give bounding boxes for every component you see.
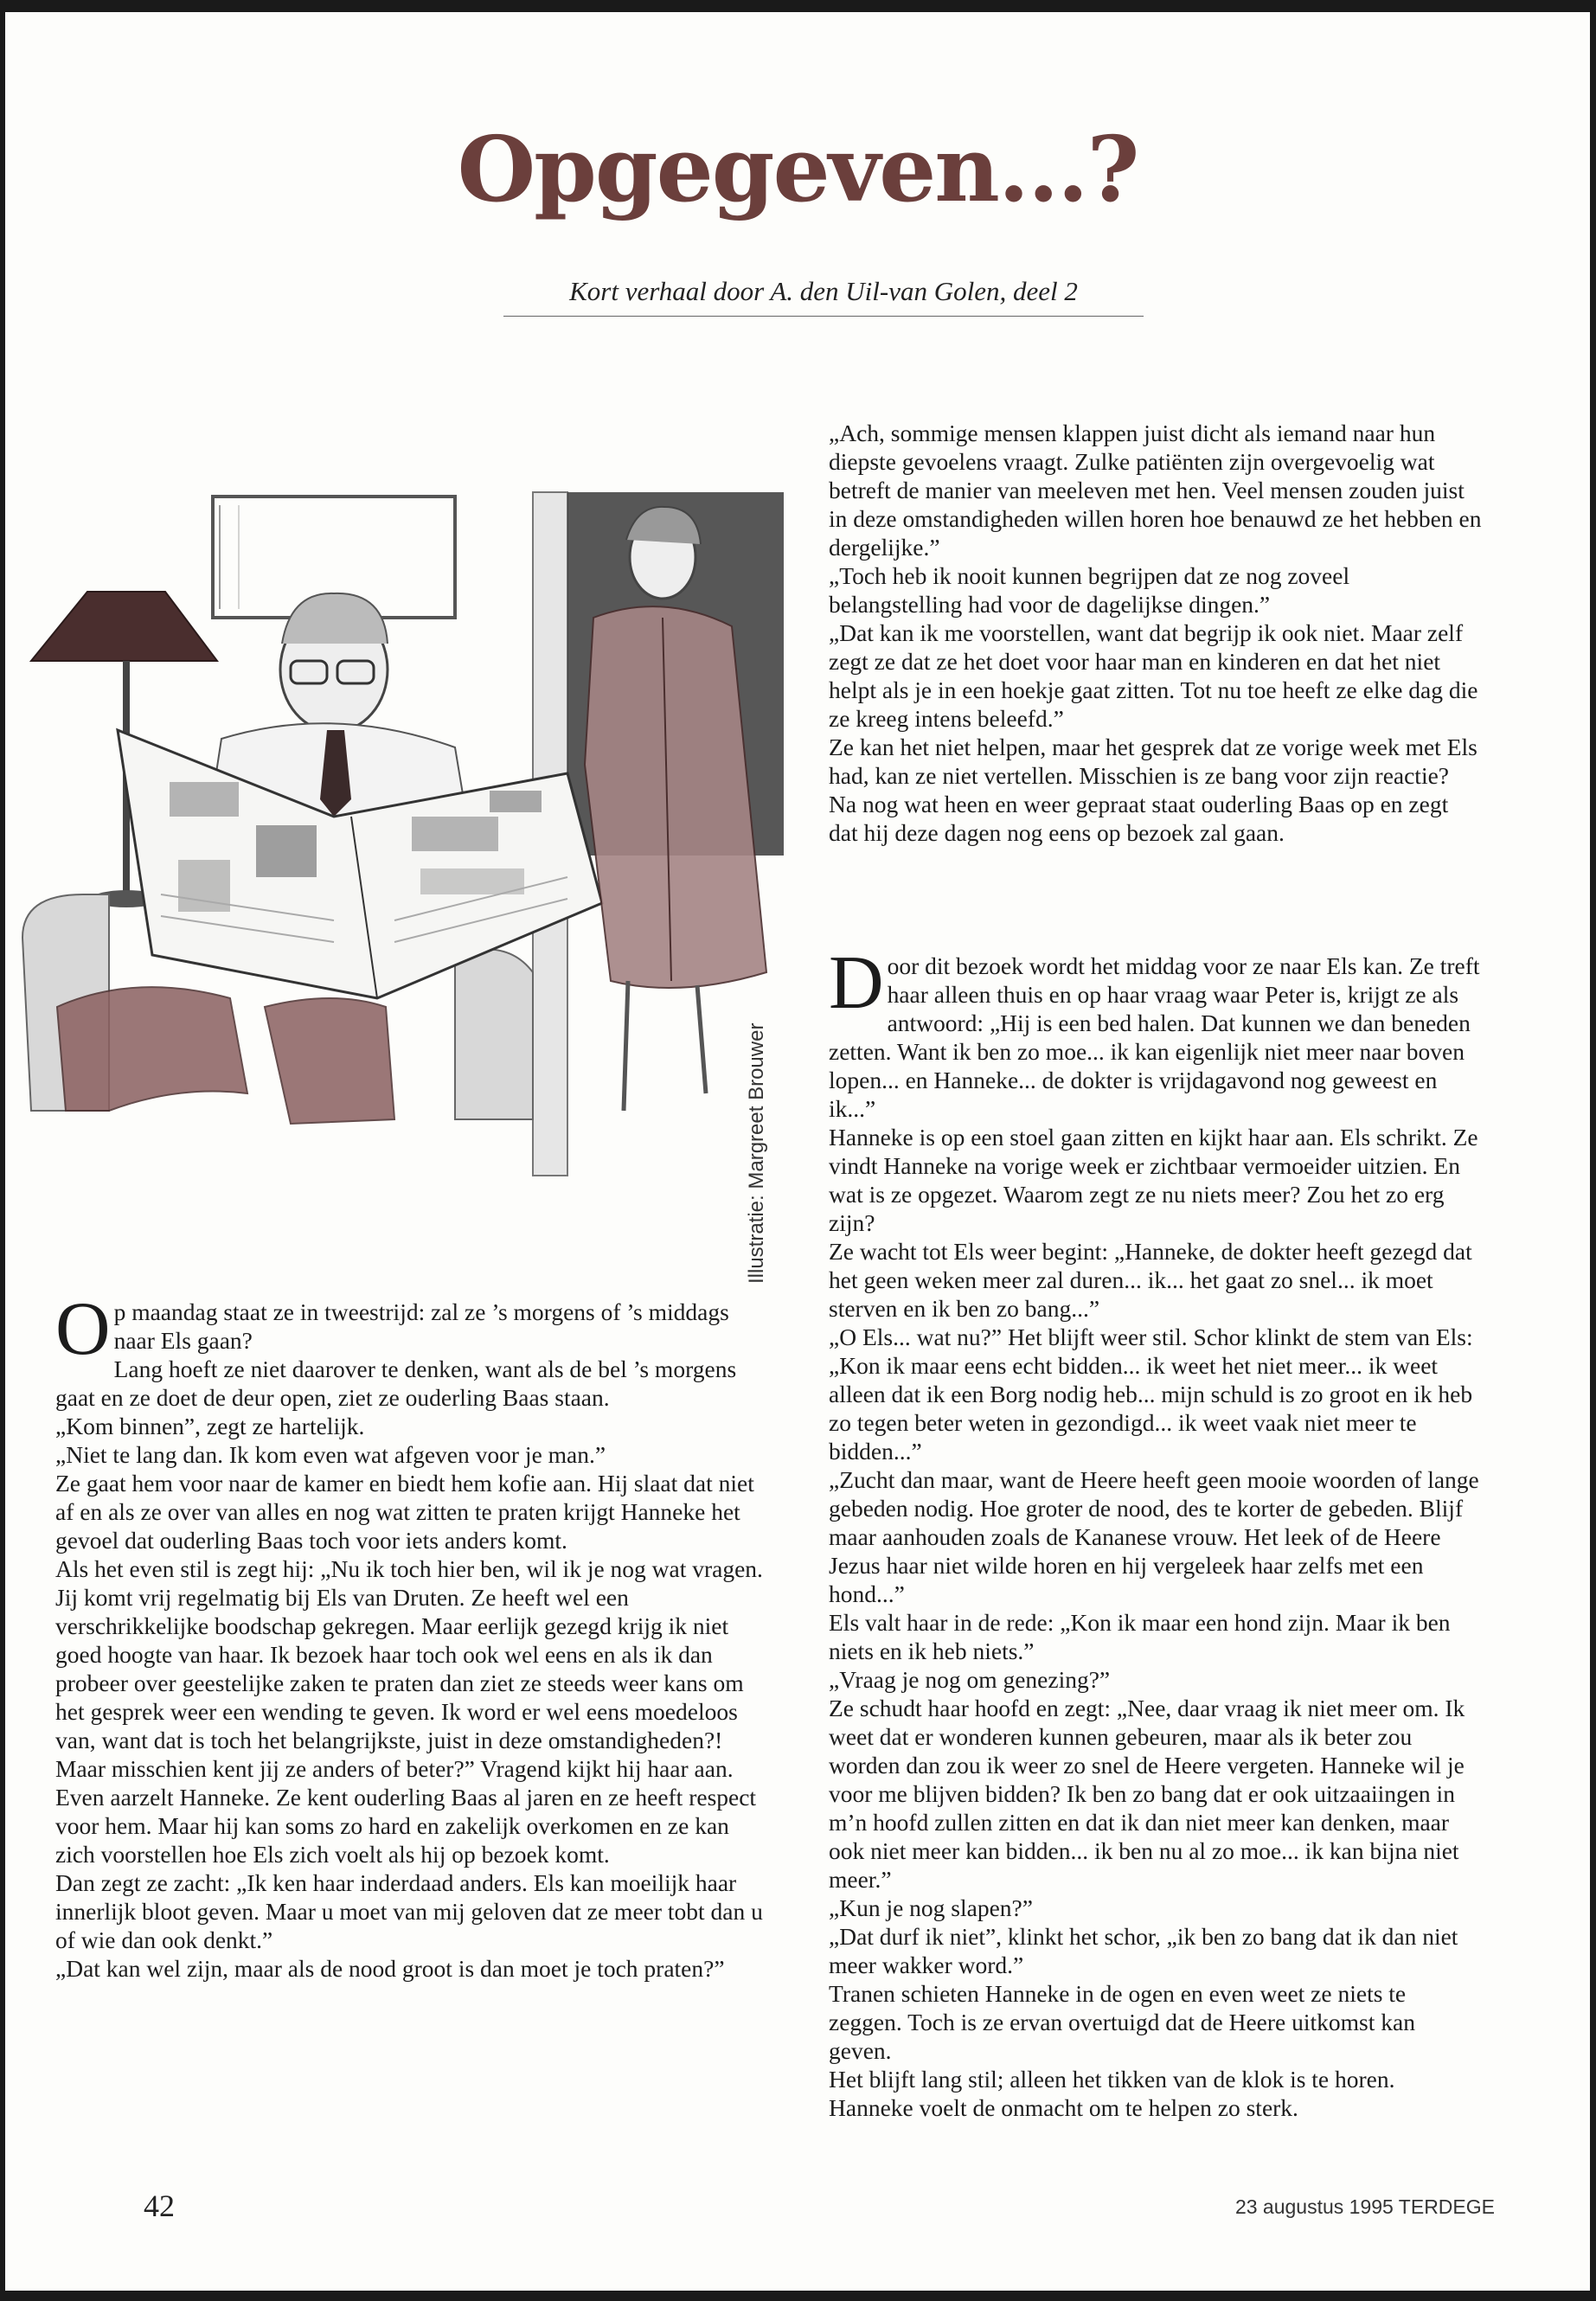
paragraph: Els valt haar in de rede: „Kon ik maar een hond zijn. Maar ik ben niets en ik heb niets.” (829, 1609, 1451, 1664)
paragraph: „Niet te lang dan. Ik kom even wat afgeven voor je man.” (55, 1441, 606, 1468)
paragraph: Ze wacht tot Els weer begint: „Hanneke, de dokter heeft gezegd dat het geen weken meer zal duren... ik... het gaat zo snel... ik moet sterven en ik ben zo bang...” (829, 1238, 1472, 1322)
right-column-top (829, 419, 1482, 847)
lamp-shade (31, 592, 217, 661)
opening-paragraph: Door dit bezoek wordt het middag voor ze naar Els kan. Ze treft haar alleen thuis en op haar vraag waar Peter is, krijgt ze als antwoord: „Hij is een bed halen. Dat kunnen we dan beneden zetten. Want ik ben zo moe... ik kan eigenlijk niet meer naar boven lopen... en Hanneke... de dokter is vrijdagavond nog geweest en ik...” (829, 941, 1480, 1122)
paragraph: „Kom binnen”, zegt ze hartelijk. (55, 1413, 365, 1439)
issue-label: 23 augustus 1995 TERDEGE (1234, 2195, 1495, 2218)
paragraph: „Dat durf ik niet”, klinkt het schor, „ik ben zo bang dat ik dan niet meer wakker word.” (829, 1923, 1458, 1978)
paragraph: Hanneke is op een stoel gaan zitten en kijkt haar aan. Els schrikt. Ze vindt Hanneke na vorige week er zichtbaar vermoeider uitzien. En wat is ze opgezet. Waarom zegt ze nu niets meer? Zou het zo erg zijn? (829, 1124, 1478, 1236)
right-column-bottom (829, 941, 1482, 2122)
paragraph: „Vraag je nog om genezing?” (829, 1666, 1111, 1693)
dropcap: O (55, 1287, 111, 1371)
article-title: Opgegeven...? (457, 116, 1138, 222)
paragraph: „Ach, sommige mensen klappen juist dicht als iemand naar hun diepste gevoelens vraagt. Zulke patiënten zijn overgevoelig wat betreft de manier van meeleven met hen. Veel mensen zouden juist in deze omstandigheden willen horen hoe benauwd ze het hebben en dergelijke.” (829, 420, 1482, 561)
paragraph: Het blijft lang stil; alleen het tikken van de klok is te horen. Hanneke voelt de onmacht om te helpen zo sterk. (829, 2066, 1395, 2121)
paragraph: „Dat kan ik me voorstellen, want dat begrijp ik ook niet. Maar zelf zegt ze dat ze het doet voor haar man en kinderen en dat het niet helpt als je in een hoekje gaat zitten. Tot nu toe heeft ze elke dag die ze kreeg intens beleefd.” (829, 619, 1478, 732)
left-column (55, 1287, 770, 1983)
opening-paragraph: Op maandag staat ze in tweestrijd: zal ze ’s morgens of ’s middags naar Els gaan? (55, 1287, 729, 1371)
paragraph: „Zucht dan maar, want de Heere heeft geen mooie woorden of lange gebeden nodig. Hoe groter de nood, des te korter de gebeden. Blijf maar aanhouden zoals de Kananese vrouw. Het leek of de Heere Jezus haar niet wilde horen en hij vergeleek haar zelfs met een hond...” (829, 1466, 1479, 1607)
paragraph: Dan zegt ze zacht: „Ik ken haar inderdaad anders. Els kan moeilijk haar innerlijk bloot geven. Maar u moet van mij geloven dat ze meer tobt dan u of wie dan ook denkt.” (55, 1869, 763, 1953)
paragraph: Ze kan het niet helpen, maar het gesprek dat ze vorige week met Els had, kan ze niet vertellen. Misschien is ze bang voor zijn reactie? (829, 734, 1477, 789)
paragraph: Ze gaat hem voor naar de kamer en biedt hem kofie aan. Hij slaat dat niet af en als ze over van alles en nog wat zitten te praten krijgt Hanneke het gevoel dat ouderling Baas toch voor iets anders komt. (55, 1470, 754, 1554)
paragraph: „Toch heb ik nooit kunnen begrijpen dat ze nog zoveel belangstelling had voor de dagelijkse dingen.” (829, 562, 1350, 618)
page-number: 42 (144, 2189, 175, 2223)
paragraph: Tranen schieten Hanneke in de ogen en even weet ze niets te zeggen. Toch is ze ervan overtuigd dat de Heere uitkomst kan geven. (829, 1980, 1415, 2064)
paragraph: Ze schudt haar hoofd en zegt: „Nee, daar vraag ik niet meer om. Ik weet dat er wonderen kunnen gebeuren, maar als ik beter zou worden dan zou ik weer zo snel de Heere vergeten. Hanneke wil je voor me blijven bidden? Ik ben zo bang dat er ook uitzaaiingen in m’n hoofd zullen zitten en dat ik dan niet meer kan denken, maar ook niet meer kan bidden... ik ben nu al zo moe... ik kan bijna niet meer.” (829, 1695, 1465, 1893)
paragraph: Als het even stil is zegt hij: „Nu ik toch hier ben, wil ik je nog wat vragen. Jij komt vrij regelmatig bij Els van Druten. Ze heeft wel een verschrikkelijke boodschap gekregen. Maar eerlijk gezegd krijg ik niet goed hoogte van haar. Ik bezoek haar toch ook wel eens en als ik dan probeer over geestelijke zaken te praten dan ziet ze steeds weer kans om het gesprek weer een wending te geven. Ik word er wel eens moedeloos van, want dat is toch het belangrijkste, juist in deze omstandigheden?! Maar misschien kent jij ze anders of beter?” Vragend kijkt hij haar aan. (55, 1555, 763, 1782)
illustration (5, 488, 784, 1197)
article-subtitle: Kort verhaal door A. den Uil-van Golen, deel 2 (503, 276, 1144, 317)
magazine-page (5, 12, 1590, 2291)
paragraph: „O Els... wat nu?” Het blijft weer stil. Schor klinkt de stem van Els: „Kon ik maar eens echt bidden... ik weet het niet meer... ik weet alleen dat ik een Borg nodig heb... mijn schuld is zo groot en ik heb zo tegen beter weten in gezondigd... ik weet vaak niet meer te bidden...” (829, 1324, 1473, 1465)
dropcap: D (829, 941, 884, 1025)
paragraph: Even aarzelt Hanneke. Ze kent ouderling Baas al jaren en ze heeft respect voor hem. Maar hij kan soms zo hard en zakelijk overkomen en ze kan zich voorstellen hoe Els zich voelt als hij op bezoek komt. (55, 1784, 757, 1868)
paragraph: Lang hoeft ze niet daarover te denken, want als de bel ’s morgens gaat en ze doet de deur open, ziet ze ouderling Baas staan. (55, 1356, 737, 1411)
illustration-credit: Illustratie: Margreet Brouwer (745, 1022, 768, 1284)
paragraph: „Dat kan wel zijn, maar als de nood groot is dan moet je toch praten?” (55, 1955, 725, 1982)
man-legs (57, 987, 247, 1111)
paragraph: Na nog wat heen en weer gepraat staat ouderling Baas op en zegt dat hij deze dagen nog eens op bezoek zal gaan. (829, 791, 1449, 846)
paragraph: „Kun je nog slapen?” (829, 1894, 1033, 1921)
